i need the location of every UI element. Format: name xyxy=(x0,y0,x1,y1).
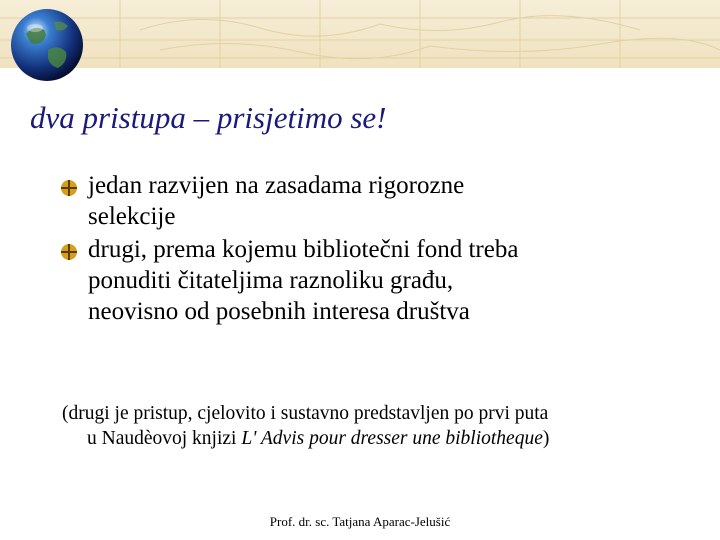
bullet-item xyxy=(60,170,700,232)
bullet-list xyxy=(60,170,700,329)
note-text: (drugi je pristup, cjelovito i sustavno predstavljen po prvi puta xyxy=(62,403,549,424)
globe-icon xyxy=(8,6,86,84)
slide-title: dva pristupa – prisjetimo se! xyxy=(30,100,387,135)
book-title: L' Advis pour dresser une bibliotheque xyxy=(241,428,543,449)
diamond-bullet-icon xyxy=(60,243,78,261)
bullet-line: jedan razvijen na zasadama rigorozne xyxy=(88,172,465,199)
note-text: u Naudèovoj knjizi xyxy=(87,428,242,449)
note-paragraph xyxy=(62,401,692,451)
bullet-line: drugi, prema kojemu bibliotečni fond treba xyxy=(88,236,519,263)
bullet-line: selekcije xyxy=(88,203,176,230)
bullet-line: neovisno od posebnih interesa društva xyxy=(88,298,470,325)
bullet-line: ponuditi čitateljima raznoliku građu, xyxy=(88,267,454,294)
note-text: ) xyxy=(542,428,550,449)
footer-author: Prof. dr. sc. Tatjana Aparac-Jelušić xyxy=(269,514,451,529)
header-banner xyxy=(0,0,720,68)
bullet-item xyxy=(60,234,700,327)
note-line-2 xyxy=(62,426,692,451)
diamond-bullet-icon xyxy=(60,179,78,197)
